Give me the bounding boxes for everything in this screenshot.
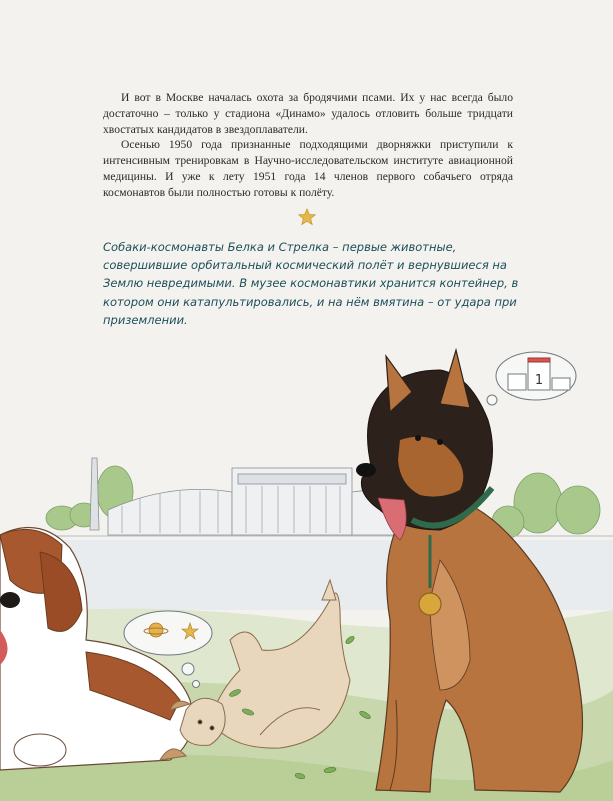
paragraph-2: Осенью 1950 года признанные подходящими дворняжки приступили к интенсивным тренировкам в Научно-исследовательском институте авиационной медицины. И уже к лету 1951 года 14 членов первого собачьего отряда космонавтов были полностью готовы к полёту. xyxy=(103,138,513,199)
fact-callout: Собаки-космонавты Белка и Стрелка – первые животные, совершившие орбитальный космический полёт и вернувшиеся на Землю невредимыми. В музее космонавтики хранится контейнер, в котором они катапультировались, и на нём вмятина – от удара при приземлении. xyxy=(103,240,519,327)
star-icon xyxy=(298,208,316,226)
paragraph-1: И вот в Москве началась охота за бродячими псами. Их у нас всегда было достаточно – только у стадиона «Динамо» удалось отловить больше тридцати хвостатых кандидатов в звездоплаватели. xyxy=(103,91,513,136)
body-text xyxy=(103,90,513,201)
podium-number: 1 xyxy=(534,373,544,388)
dogs-illustration xyxy=(0,340,613,801)
